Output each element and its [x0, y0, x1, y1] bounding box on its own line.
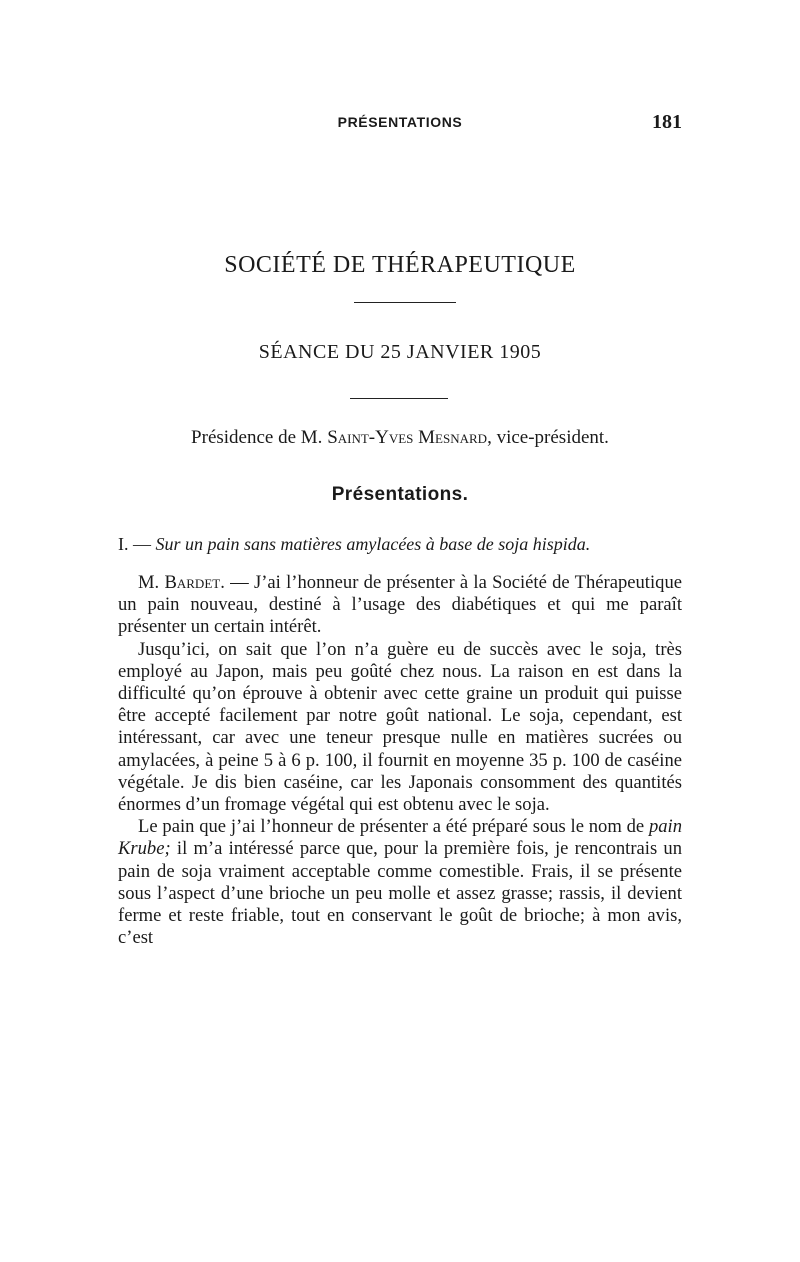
paragraph-3-text-after: il m’a intéressé parce que, pour la première fois, je rencontrais un pain de soja vraiment acceptable comme comestible. Frais, il se présente sous l’aspect d’une brioche un peu molle et assez grasse; rassis, il devient ferme et reste friable, tout en conservant le goût de brioche; à mon avis, c’est: [118, 838, 682, 949]
presidency-suffix: , vice-président.: [487, 427, 609, 448]
paragraph-1: [118, 572, 682, 639]
session-title: SÉANCE DU 25 JANVIER 1905: [258, 341, 542, 363]
running-head: [118, 111, 682, 138]
running-title: PRÉSENTATIONS: [337, 114, 463, 130]
president-name: Saint-Yves Mesnard: [327, 427, 488, 448]
body-text: [118, 572, 682, 949]
paragraph-1-text: . — J’ai l’honneur de présenter à la Société de Thérapeutique un pain nouveau, destiné à l’usage des diabétiques et qui me paraît présenter un certain intérêt.: [118, 572, 682, 638]
section-title: Présentations.: [331, 484, 469, 505]
subsection-numeral: I. —: [118, 534, 156, 554]
presidency-line: [118, 427, 682, 449]
page-number: 181: [652, 111, 682, 133]
paragraph-2: Jusqu’ici, on sait que l’on n’a guère eu de succès avec le soja, très employé au Japon, mais peu goûté chez nous. La raison en est dans la difficulté qu’on éprouve à obtenir avec cette graine un produit qui puisse être accepté facilement par notre goût national. Le soja, cependant, est intéressant, car avec une teneur presque nulle en matières sucrées ou amylacées, à peine 5 à 6 p. 100, il fournit en moyenne 35 p. 100 de caséine végétale. Je dis bien caséine, car les Japonais consomment des quantités énormes d’un fromage végétal qui est obtenu avec le soja.: [118, 638, 682, 816]
title-divider: [354, 302, 456, 303]
subsection-heading: [118, 534, 682, 555]
presidency-prefix: Présidence de M.: [191, 427, 328, 448]
paragraph-3: [118, 816, 682, 949]
session-divider: [350, 398, 448, 399]
paragraph-3-italic: pain Krube;: [118, 816, 682, 860]
society-title: SOCIÉTÉ DE THÉRAPEUTIQUE: [224, 252, 576, 278]
speaker-name: Bardet: [164, 572, 221, 593]
paragraph-3-text-before: Le pain que j’ai l’honneur de présenter a été préparé sous le nom de: [138, 816, 649, 838]
speaker-prefix: M.: [138, 572, 165, 593]
subsection-title: Sur un pain sans matières amylacées à base de soja hispida.: [155, 534, 591, 554]
